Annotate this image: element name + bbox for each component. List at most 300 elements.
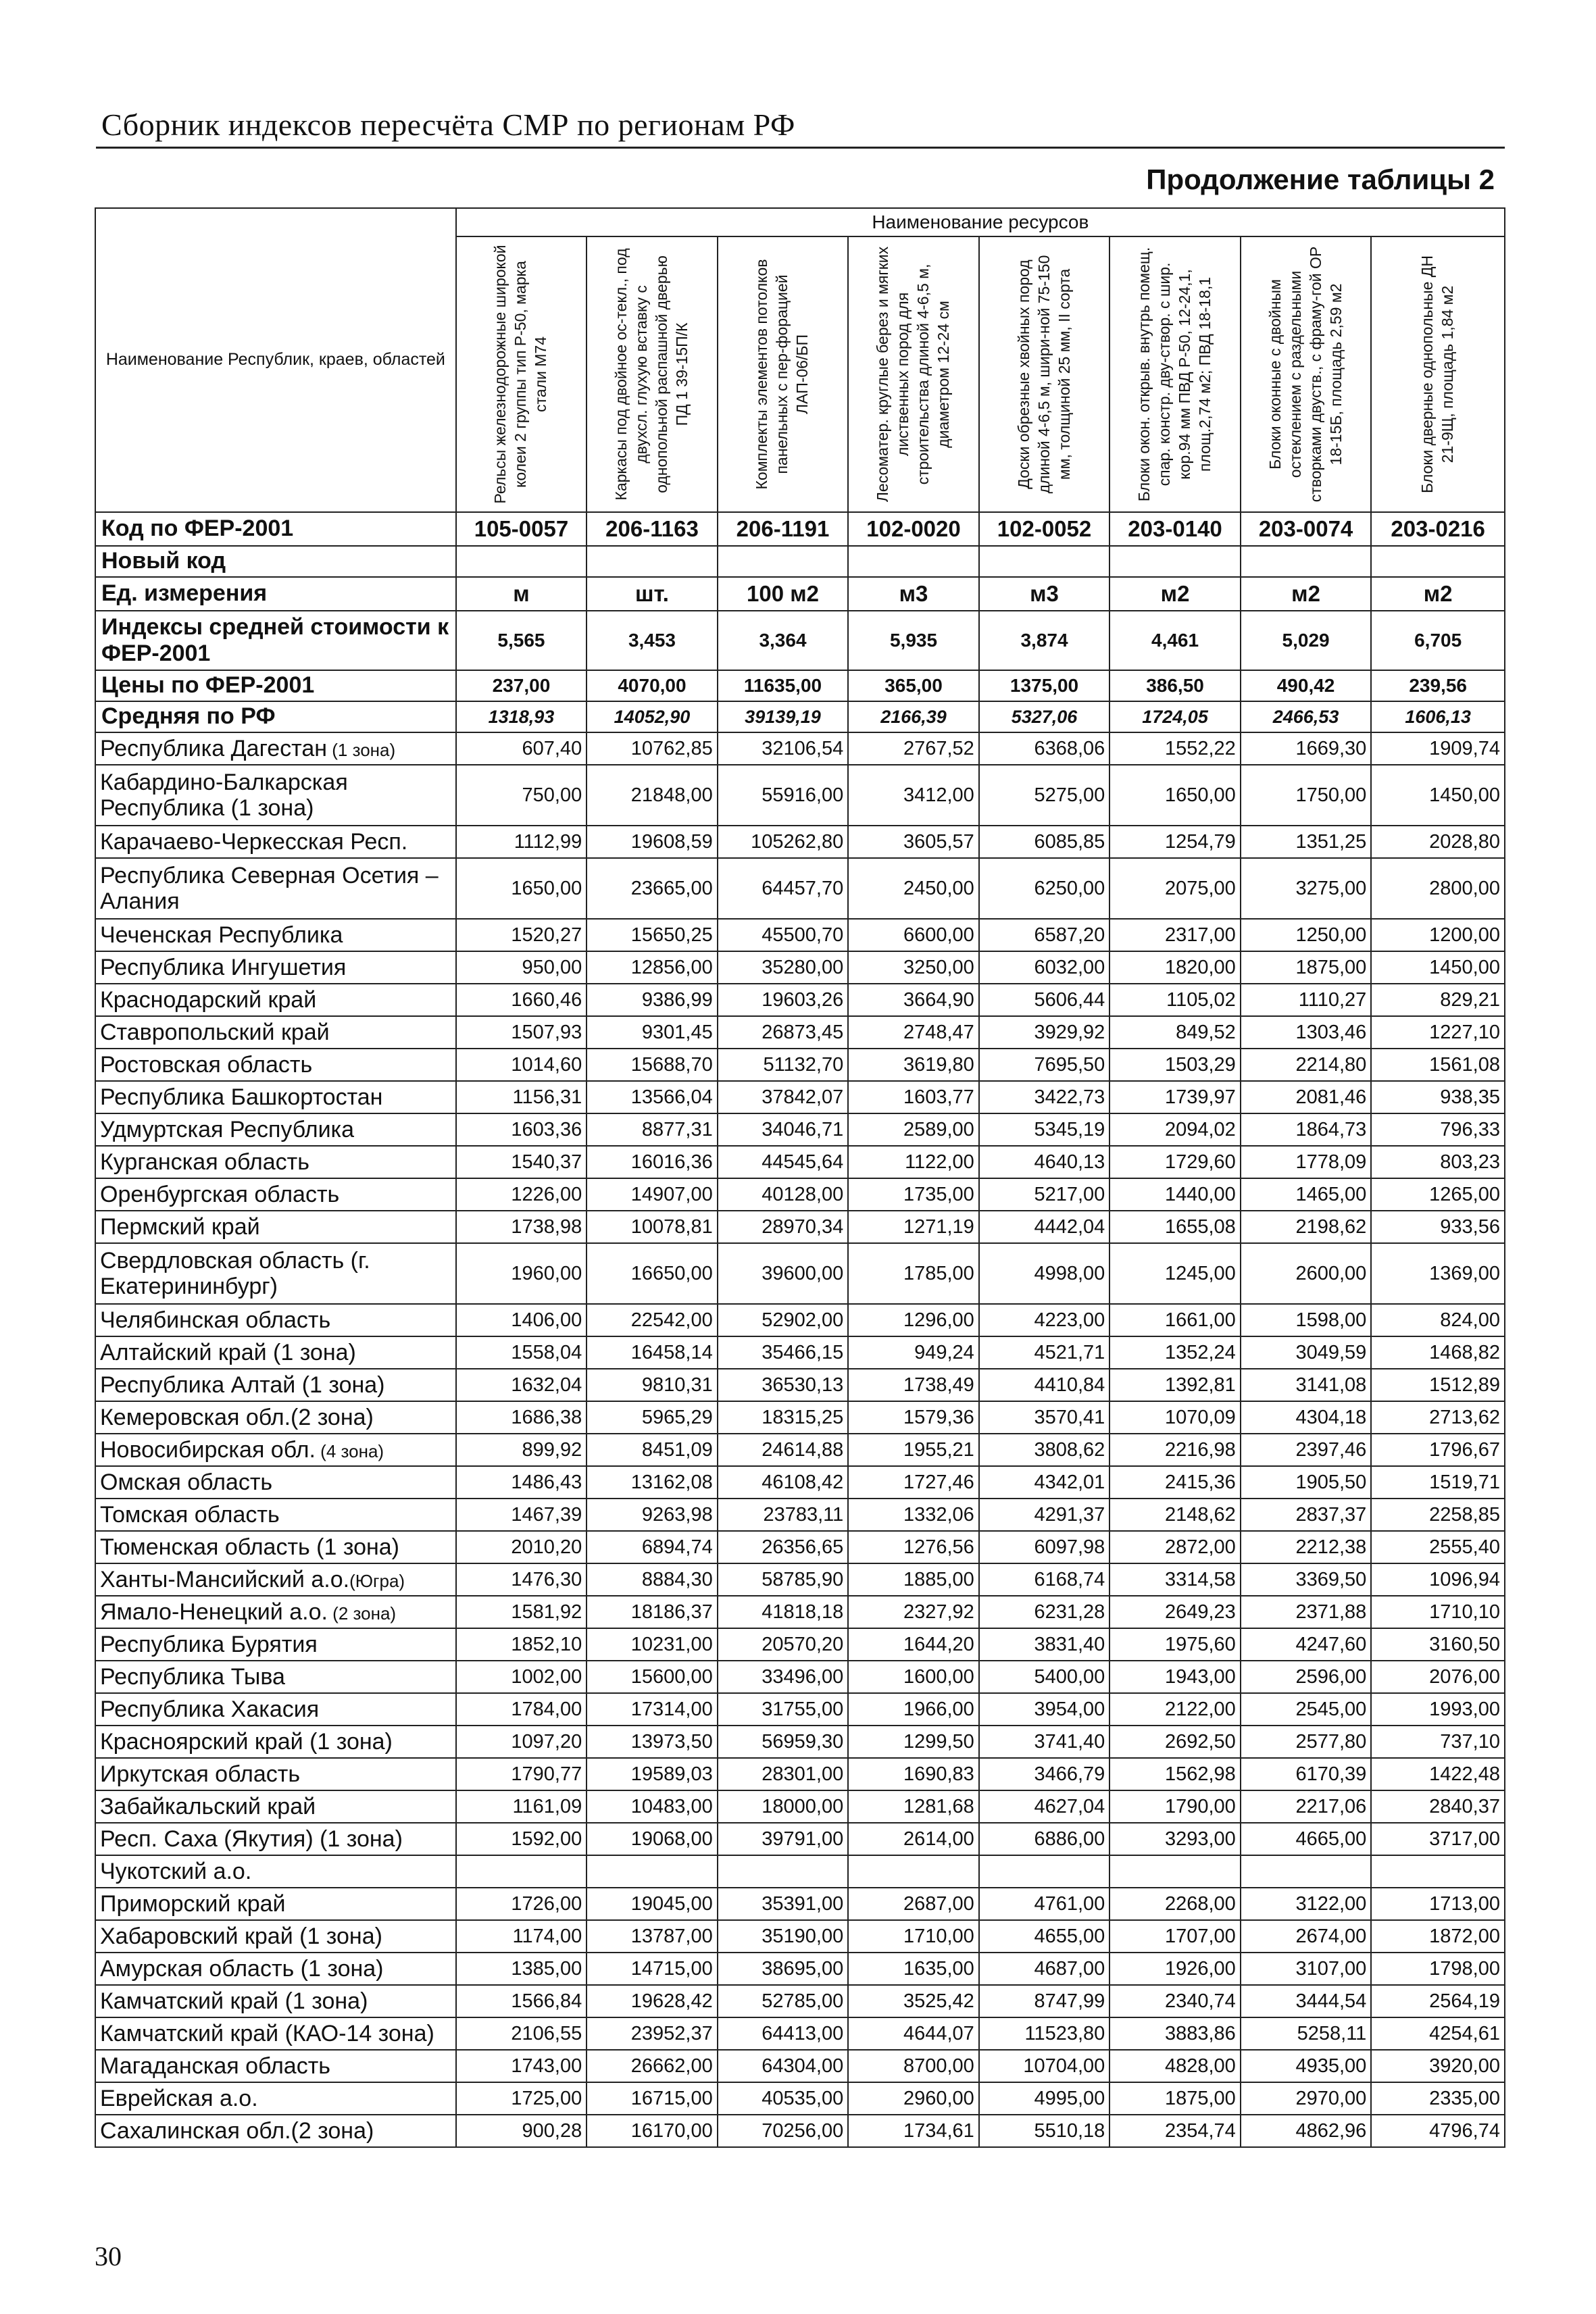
region-name-text: Курганская область: [100, 1149, 309, 1175]
value-cell: 14907,00: [587, 1178, 718, 1211]
meta-label: Цены по ФЕР-2001: [95, 670, 456, 701]
meta-cell: [979, 546, 1110, 577]
value-cell: 1422,48: [1371, 1758, 1505, 1790]
value-cell: 51132,70: [718, 1049, 849, 1081]
resource-header-1: [456, 236, 587, 512]
value-cell: 1600,00: [848, 1661, 979, 1693]
value-cell: 1960,00: [456, 1243, 587, 1304]
value-cell: 41818,18: [718, 1596, 849, 1628]
value-cell: 1993,00: [1371, 1693, 1505, 1726]
region-name: [95, 1434, 456, 1466]
value-cell: 8877,31: [587, 1113, 718, 1146]
value-cell: 1686,38: [456, 1401, 587, 1434]
value-cell: 1690,83: [848, 1758, 979, 1790]
table-row: [95, 1466, 1505, 1499]
value-cell: 9263,98: [587, 1499, 718, 1531]
value-cell: 1713,00: [1371, 1888, 1505, 1920]
value-cell: 1669,30: [1241, 732, 1372, 765]
value-cell: 1710,00: [848, 1920, 979, 1953]
value-cell: 17314,00: [587, 1693, 718, 1726]
meta-cell: м3: [979, 577, 1110, 611]
value-cell: 1281,68: [848, 1790, 979, 1823]
value-cell: 3525,42: [848, 1985, 979, 2017]
table-body: [95, 512, 1505, 2147]
region-zone-note: (2 зона): [327, 1603, 397, 1624]
value-cell: 4665,00: [1241, 1823, 1372, 1855]
meta-cell: 3,453: [587, 611, 718, 670]
region-name: [95, 1985, 456, 2017]
value-cell: 1552,22: [1109, 732, 1241, 765]
value-cell: 1561,08: [1371, 1049, 1505, 1081]
meta-cell: 5,935: [848, 611, 979, 670]
value-cell: 1790,77: [456, 1758, 587, 1790]
value-cell: 1784,00: [456, 1693, 587, 1726]
region-name-text: Красноярский край (1 зона): [100, 1728, 393, 1755]
value-cell: 3929,92: [979, 1016, 1110, 1049]
meta-cell: 2166,39: [848, 701, 979, 732]
value-cell: 3920,00: [1371, 2050, 1505, 2082]
region-name-text: Пермский край: [100, 1213, 260, 1240]
value-cell: 2335,00: [1371, 2082, 1505, 2115]
value-cell: [979, 1855, 1110, 1888]
value-cell: 11523,80: [979, 2017, 1110, 2050]
value-cell: 1820,00: [1109, 951, 1241, 984]
meta-row-new_code: [95, 546, 1505, 577]
region-name-text: Кабардино-Балкарская Республика (1 зона): [100, 769, 348, 821]
region-name-text: Ямало-Ненецкий а.о.: [100, 1599, 328, 1625]
region-name-text: Сахалинская обл.(2 зона): [100, 2117, 374, 2144]
value-cell: 4410,84: [979, 1369, 1110, 1401]
value-cell: 1540,37: [456, 1146, 587, 1178]
meta-cell: 3,364: [718, 611, 849, 670]
value-cell: 4247,60: [1241, 1628, 1372, 1661]
value-cell: 2713,62: [1371, 1401, 1505, 1434]
value-cell: 1097,20: [456, 1726, 587, 1758]
value-cell: 2075,00: [1109, 858, 1241, 919]
value-cell: 13566,04: [587, 1081, 718, 1113]
value-cell: 2450,00: [848, 858, 979, 919]
region-name: [95, 1823, 456, 1855]
meta-cell: 4070,00: [587, 670, 718, 701]
meta-cell: 1375,00: [979, 670, 1110, 701]
meta-cell: 386,50: [1109, 670, 1241, 701]
meta-row-code: [95, 512, 1505, 546]
header-divider: [96, 147, 1505, 149]
value-cell: 10483,00: [587, 1790, 718, 1823]
region-name: [95, 984, 456, 1016]
region-name: [95, 1081, 456, 1113]
value-cell: 2674,00: [1241, 1920, 1372, 1953]
table-row: [95, 765, 1505, 826]
meta-label: Новый код: [95, 546, 456, 577]
value-cell: 4254,61: [1371, 2017, 1505, 2050]
meta-cell: 490,42: [1241, 670, 1372, 701]
region-name-text: Томская область: [100, 1501, 280, 1528]
value-cell: 2354,74: [1109, 2115, 1241, 2147]
value-cell: 3122,00: [1241, 1888, 1372, 1920]
value-cell: 4304,18: [1241, 1401, 1372, 1434]
value-cell: 3664,90: [848, 984, 979, 1016]
value-cell: 2081,46: [1241, 1081, 1372, 1113]
region-name-text: Ханты-Мансийский а.о.: [100, 1566, 350, 1592]
value-cell: 28301,00: [718, 1758, 849, 1790]
value-cell: 2577,80: [1241, 1726, 1372, 1758]
region-name-text: Камчатский край (1 зона): [100, 1988, 368, 2014]
region-name: [95, 1466, 456, 1499]
value-cell: 1507,93: [456, 1016, 587, 1049]
value-cell: 1303,46: [1241, 1016, 1372, 1049]
value-cell: 10231,00: [587, 1628, 718, 1661]
table-row: [95, 1661, 1505, 1693]
value-cell: 1710,10: [1371, 1596, 1505, 1628]
value-cell: 5400,00: [979, 1661, 1110, 1693]
value-cell: 16458,14: [587, 1336, 718, 1369]
value-cell: 3883,86: [1109, 2017, 1241, 2050]
region-zone-note: (1 зона): [327, 739, 396, 760]
value-cell: 13787,00: [587, 1920, 718, 1953]
region-name-text: Карачаево-Черкесская Респ.: [100, 828, 408, 855]
resource-header-5: [979, 236, 1110, 512]
region-name: [95, 2050, 456, 2082]
resource-header-label: Блоки окон. открыв. внутрь помещ. спар. констр. дву-створ. с шир. кор.94 мм ПВД Р-50, 12-24,1, площ.2,74 м2; ПВД 18-18,1: [1135, 247, 1214, 502]
value-cell: 2555,40: [1371, 1531, 1505, 1563]
resource-header-label: Каркасы под двойное ос-текл., под двухсл. глухую вставку с однопольной распашной дверью ПД 1 39-15П/К: [612, 248, 691, 501]
value-cell: 1729,60: [1109, 1146, 1241, 1178]
region-name-text: Хабаровский край (1 зона): [100, 1923, 382, 1949]
value-cell: 3619,80: [848, 1049, 979, 1081]
value-cell: 4935,00: [1241, 2050, 1372, 2082]
table-row: [95, 1985, 1505, 2017]
value-cell: 824,00: [1371, 1304, 1505, 1336]
table-row: [95, 1304, 1505, 1336]
meta-cell: 105-0057: [456, 512, 587, 546]
value-cell: 1332,06: [848, 1499, 979, 1531]
value-cell: 2340,74: [1109, 1985, 1241, 2017]
value-cell: 2258,85: [1371, 1499, 1505, 1531]
region-name: [95, 1758, 456, 1790]
value-cell: 16016,36: [587, 1146, 718, 1178]
value-cell: 1468,82: [1371, 1336, 1505, 1369]
table-row: [95, 1336, 1505, 1369]
resources-group-header: Наименование ресурсов: [456, 208, 1505, 236]
value-cell: 1122,00: [848, 1146, 979, 1178]
table-row: [95, 2115, 1505, 2147]
meta-cell: 206-1163: [587, 512, 718, 546]
value-cell: 3293,00: [1109, 1823, 1241, 1855]
region-name: [95, 1211, 456, 1243]
value-cell: 9386,99: [587, 984, 718, 1016]
value-cell: 6368,06: [979, 732, 1110, 765]
meta-cell: 5,029: [1241, 611, 1372, 670]
meta-label: Индексы средней стоимости к ФЕР-2001: [95, 611, 456, 670]
value-cell: 1798,00: [1371, 1953, 1505, 1985]
table-row: [95, 1953, 1505, 1985]
value-cell: 1558,04: [456, 1336, 587, 1369]
value-cell: 64304,00: [718, 2050, 849, 2082]
value-cell: 19608,59: [587, 826, 718, 858]
value-cell: 1465,00: [1241, 1178, 1372, 1211]
region-zone-note: (4 зона): [315, 1440, 384, 1461]
value-cell: 39600,00: [718, 1243, 849, 1304]
value-cell: 737,10: [1371, 1726, 1505, 1758]
value-cell: 1520,27: [456, 919, 587, 951]
value-cell: 1660,46: [456, 984, 587, 1016]
resource-header-6: [1109, 236, 1241, 512]
value-cell: 1226,00: [456, 1178, 587, 1211]
value-cell: 32106,54: [718, 732, 849, 765]
value-cell: 2800,00: [1371, 858, 1505, 919]
value-cell: 1105,02: [1109, 984, 1241, 1016]
value-cell: 1161,09: [456, 1790, 587, 1823]
meta-label: Ед. измерения: [95, 577, 456, 611]
value-cell: 1450,00: [1371, 765, 1505, 826]
meta-cell: [848, 546, 979, 577]
value-cell: 33496,00: [718, 1661, 849, 1693]
value-cell: 2010,20: [456, 1531, 587, 1563]
resource-header-label: Блоки дверные однопольные ДН 21-9Щ, площадь 1,84 м2: [1418, 255, 1457, 493]
value-cell: 1156,31: [456, 1081, 587, 1113]
table-row: [95, 1855, 1505, 1888]
value-cell: 829,21: [1371, 984, 1505, 1016]
region-name: [95, 1596, 456, 1628]
value-cell: 16650,00: [587, 1243, 718, 1304]
value-cell: 28970,34: [718, 1211, 849, 1243]
value-cell: 46108,42: [718, 1466, 849, 1499]
value-cell: 19045,00: [587, 1888, 718, 1920]
region-name-text: Республика Алтай (1 зона): [100, 1372, 385, 1398]
table-row: [95, 1563, 1505, 1596]
region-name-text: Респ. Саха (Якутия) (1 зона): [100, 1826, 403, 1852]
region-name-text: Республика Башкортостан: [100, 1084, 383, 1110]
value-cell: 1796,67: [1371, 1434, 1505, 1466]
value-cell: 64457,70: [718, 858, 849, 919]
region-name: [95, 2115, 456, 2147]
value-cell: 19589,03: [587, 1758, 718, 1790]
value-cell: 40128,00: [718, 1178, 849, 1211]
region-name: [95, 1401, 456, 1434]
value-cell: 1661,00: [1109, 1304, 1241, 1336]
value-cell: 35466,15: [718, 1336, 849, 1369]
value-cell: 23952,37: [587, 2017, 718, 2050]
value-cell: 1002,00: [456, 1661, 587, 1693]
value-cell: 1592,00: [456, 1823, 587, 1855]
value-cell: 1726,00: [456, 1888, 587, 1920]
value-cell: 26873,45: [718, 1016, 849, 1049]
value-cell: 1966,00: [848, 1693, 979, 1726]
value-cell: 10704,00: [979, 2050, 1110, 2082]
value-cell: 2960,00: [848, 2082, 979, 2115]
value-cell: 2837,37: [1241, 1499, 1372, 1531]
meta-cell: 102-0020: [848, 512, 979, 546]
meta-row-unit: [95, 577, 1505, 611]
value-cell: 37842,07: [718, 1081, 849, 1113]
value-cell: 1486,43: [456, 1466, 587, 1499]
value-cell: 1406,00: [456, 1304, 587, 1336]
value-cell: 4627,04: [979, 1790, 1110, 1823]
value-cell: 31755,00: [718, 1693, 849, 1726]
value-cell: 105262,80: [718, 826, 849, 858]
value-cell: 5258,11: [1241, 2017, 1372, 2050]
value-cell: 1566,84: [456, 1985, 587, 2017]
value-cell: 3717,00: [1371, 1823, 1505, 1855]
region-name-text: Чукотский а.о.: [100, 1858, 252, 1884]
meta-cell: шт.: [587, 577, 718, 611]
value-cell: 1650,00: [456, 858, 587, 919]
meta-cell: м2: [1109, 577, 1241, 611]
value-cell: 2767,52: [848, 732, 979, 765]
resource-header-4: [848, 236, 979, 512]
region-name: [95, 1049, 456, 1081]
value-cell: 4687,00: [979, 1953, 1110, 1985]
value-cell: 34046,71: [718, 1113, 849, 1146]
value-cell: 4995,00: [979, 2082, 1110, 2115]
value-cell: 2596,00: [1241, 1661, 1372, 1693]
meta-cell: 203-0216: [1371, 512, 1505, 546]
table-row: [95, 1401, 1505, 1434]
value-cell: 2564,19: [1371, 1985, 1505, 2017]
value-cell: 5217,00: [979, 1178, 1110, 1211]
value-cell: 4644,07: [848, 2017, 979, 2050]
meta-label: Средняя по РФ: [95, 701, 456, 732]
region-name: [95, 1790, 456, 1823]
value-cell: 1975,60: [1109, 1628, 1241, 1661]
region-name-text: Тюменская область (1 зона): [100, 1534, 399, 1560]
region-name: [95, 951, 456, 984]
value-cell: 6032,00: [979, 951, 1110, 984]
value-cell: 899,92: [456, 1434, 587, 1466]
value-cell: 8884,30: [587, 1563, 718, 1596]
value-cell: 16715,00: [587, 2082, 718, 2115]
meta-cell: 3,874: [979, 611, 1110, 670]
value-cell: 3570,41: [979, 1401, 1110, 1434]
value-cell: 4223,00: [979, 1304, 1110, 1336]
table-row: [95, 858, 1505, 919]
value-cell: 14715,00: [587, 1953, 718, 1985]
value-cell: 2872,00: [1109, 1531, 1241, 1563]
meta-cell: 5,565: [456, 611, 587, 670]
value-cell: 4862,96: [1241, 2115, 1372, 2147]
value-cell: 1603,77: [848, 1081, 979, 1113]
table-row: [95, 919, 1505, 951]
value-cell: 1734,61: [848, 2115, 979, 2147]
region-name-text: Свердловская область (г. Екатерининбург): [100, 1247, 370, 1299]
value-cell: 2094,02: [1109, 1113, 1241, 1146]
value-cell: 8747,99: [979, 1985, 1110, 2017]
value-cell: 18186,37: [587, 1596, 718, 1628]
meta-cell: 1724,05: [1109, 701, 1241, 732]
region-name-text: Забайкальский край: [100, 1793, 316, 1819]
region-name-text: Иркутская область: [100, 1761, 301, 1787]
value-cell: 23665,00: [587, 858, 718, 919]
region-name-text: Кемеровская обл.(2 зона): [100, 1404, 374, 1430]
value-cell: 10762,85: [587, 732, 718, 765]
value-cell: 3831,40: [979, 1628, 1110, 1661]
value-cell: 35280,00: [718, 951, 849, 984]
value-cell: 1276,56: [848, 1531, 979, 1563]
value-cell: 1735,00: [848, 1178, 979, 1211]
region-name-text: Магаданская область: [100, 2053, 330, 2079]
table-row: [95, 2050, 1505, 2082]
value-cell: 1644,20: [848, 1628, 979, 1661]
region-name-text: Республика Бурятия: [100, 1631, 318, 1657]
region-name: [95, 1888, 456, 1920]
value-cell: 1351,25: [1241, 826, 1372, 858]
value-cell: 4442,04: [979, 1211, 1110, 1243]
value-cell: 2198,62: [1241, 1211, 1372, 1243]
region-name-text: Камчатский край (КАО-14 зона): [100, 2020, 434, 2046]
value-cell: 64413,00: [718, 2017, 849, 2050]
value-cell: 3808,62: [979, 1434, 1110, 1466]
value-cell: 1352,24: [1109, 1336, 1241, 1369]
value-cell: 6894,74: [587, 1531, 718, 1563]
value-cell: 44545,64: [718, 1146, 849, 1178]
value-cell: 35391,00: [718, 1888, 849, 1920]
table-row: [95, 2082, 1505, 2115]
value-cell: 20570,20: [718, 1628, 849, 1661]
value-cell: 1905,50: [1241, 1466, 1372, 1499]
value-cell: 2649,23: [1109, 1596, 1241, 1628]
value-cell: 4998,00: [979, 1243, 1110, 1304]
meta-label: Код по ФЕР-2001: [95, 512, 456, 546]
region-name: [95, 1661, 456, 1693]
value-cell: 3141,08: [1241, 1369, 1372, 1401]
value-cell: 1864,73: [1241, 1113, 1372, 1146]
value-cell: 3160,50: [1371, 1628, 1505, 1661]
value-cell: 2415,36: [1109, 1466, 1241, 1499]
value-cell: 2687,00: [848, 1888, 979, 1920]
value-cell: 52902,00: [718, 1304, 849, 1336]
value-cell: 2692,50: [1109, 1726, 1241, 1758]
value-cell: 2122,00: [1109, 1693, 1241, 1726]
value-cell: 1254,79: [1109, 826, 1241, 858]
region-name: [95, 2017, 456, 2050]
region-name: [95, 1953, 456, 1985]
value-cell: 13162,08: [587, 1466, 718, 1499]
value-cell: 803,23: [1371, 1146, 1505, 1178]
value-cell: 2970,00: [1241, 2082, 1372, 2115]
value-cell: 1265,00: [1371, 1178, 1505, 1211]
value-cell: 56959,30: [718, 1726, 849, 1758]
table-row: [95, 1369, 1505, 1401]
meta-cell: м3: [848, 577, 979, 611]
value-cell: 22542,00: [587, 1304, 718, 1336]
resource-header-2: [587, 236, 718, 512]
value-cell: 5510,18: [979, 2115, 1110, 2147]
value-cell: 2148,62: [1109, 1499, 1241, 1531]
meta-cell: 239,56: [1371, 670, 1505, 701]
value-cell: 2268,00: [1109, 1888, 1241, 1920]
table-row: [95, 1016, 1505, 1049]
meta-cell: [1109, 546, 1241, 577]
value-cell: 1926,00: [1109, 1953, 1241, 1985]
value-cell: [1109, 1855, 1241, 1888]
region-name: [95, 732, 456, 765]
value-cell: 23783,11: [718, 1499, 849, 1531]
region-name-text: Республика Дагестан: [100, 735, 328, 761]
meta-cell: [1371, 546, 1505, 577]
value-cell: 1778,09: [1241, 1146, 1372, 1178]
value-cell: 1603,36: [456, 1113, 587, 1146]
page-header-title: Сборник индексов пересчёта СМР по регионам РФ: [101, 107, 795, 142]
value-cell: 26662,00: [587, 2050, 718, 2082]
value-cell: [848, 1855, 979, 1888]
region-name-text: Краснодарский край: [100, 986, 317, 1013]
value-cell: 3422,73: [979, 1081, 1110, 1113]
resource-header-label: Лесоматер. круглые берез и мягких лиственных пород для строительства длиной 4-6,5 м, диаметром 12-24 см: [874, 246, 952, 503]
value-cell: 1070,09: [1109, 1401, 1241, 1434]
table-row: [95, 1823, 1505, 1855]
table-row: [95, 1920, 1505, 1953]
